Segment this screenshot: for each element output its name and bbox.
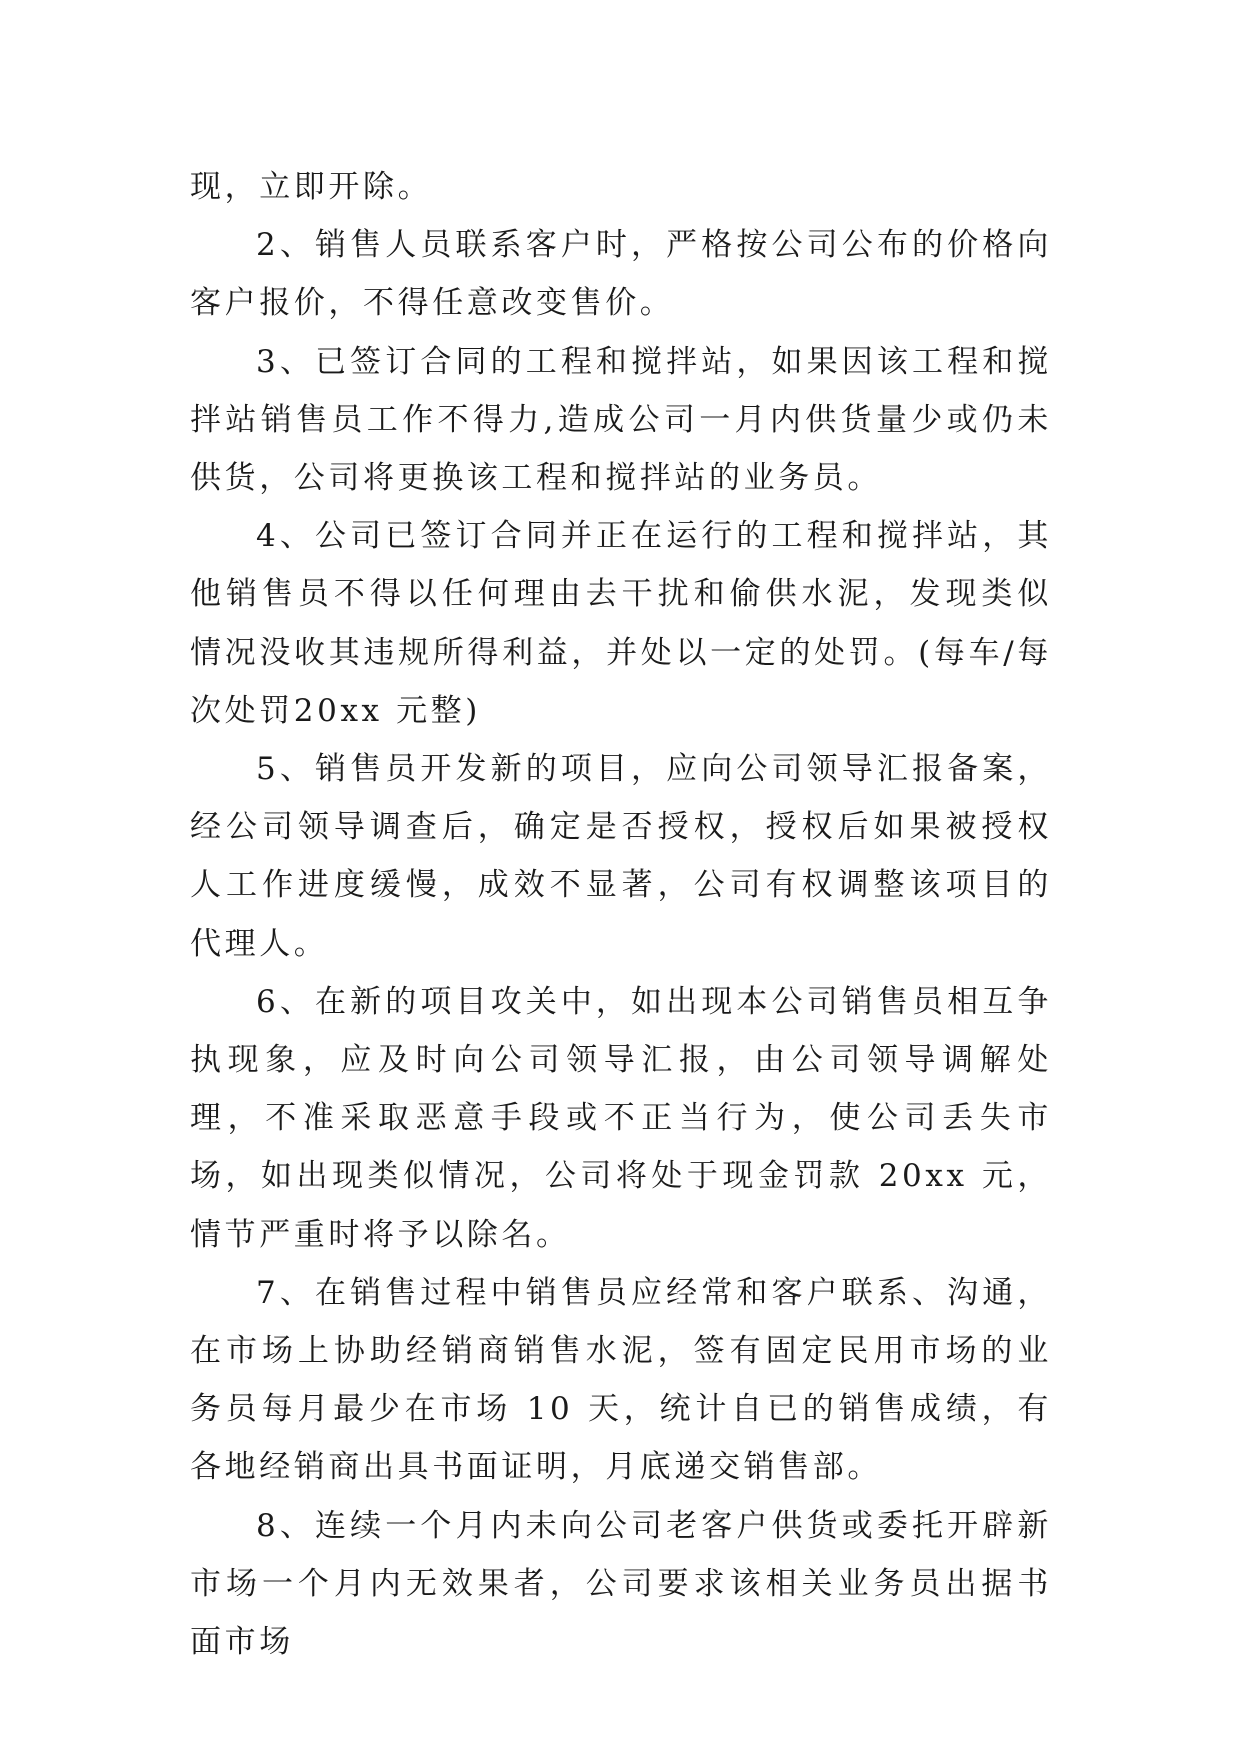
- paragraph-continuation: 现，立即开除。: [190, 169, 433, 205]
- document-body: [190, 158, 1052, 1671]
- paragraph-item-3: 3、已签订合同的工程和搅拌站，如果因该工程和搅拌站销售员工作不得力,造成公司一月内供货量少或仍未供货，公司将更换该工程和搅拌站的业务员。: [190, 343, 1052, 497]
- paragraph-item-4: 4、公司已签订合同并正在运行的工程和搅拌站，其他销售员不得以任何理由去干扰和偷供水泥，发现类似情况没收其违规所得利益，并处以一定的处罚。(每车/每次处罚20xx 元整): [190, 518, 1052, 729]
- paragraph-item-6: 6、在新的项目攻关中，如出现本公司销售员相互争执现象，应及时向公司领导汇报，由公司领导调解处理，不准采取恶意手段或不正当行为，使公司丢失市场，如出现类似情况，公司将处于现金罚款 20xx 元，情节严重时将予以除名。: [190, 983, 1052, 1253]
- paragraph-item-8: 8、连续一个月内未向公司老客户供货或委托开辟新市场一个月内无效果者，公司要求该相关业务员出据书面市场: [190, 1507, 1052, 1661]
- paragraph-item-5: 5、销售员开发新的项目，应向公司领导汇报备案，经公司领导调查后，确定是否授权，授权后如果被授权人工作进度缓慢，成效不显著，公司有权调整该项目的代理人。: [190, 751, 1052, 962]
- paragraph-item-2: 2、销售人员联系客户时，严格按公司公布的价格向客户报价，不得任意改变售价。: [190, 227, 1052, 322]
- paragraph-item-7: 7、在销售过程中销售员应经常和客户联系、沟通，在市场上协助经销商销售水泥，签有固定民用市场的业务员每月最少在市场 10 天，统计自已的销售成绩，有各地经销商出具书面证明，月底递交销售部。: [190, 1274, 1052, 1486]
